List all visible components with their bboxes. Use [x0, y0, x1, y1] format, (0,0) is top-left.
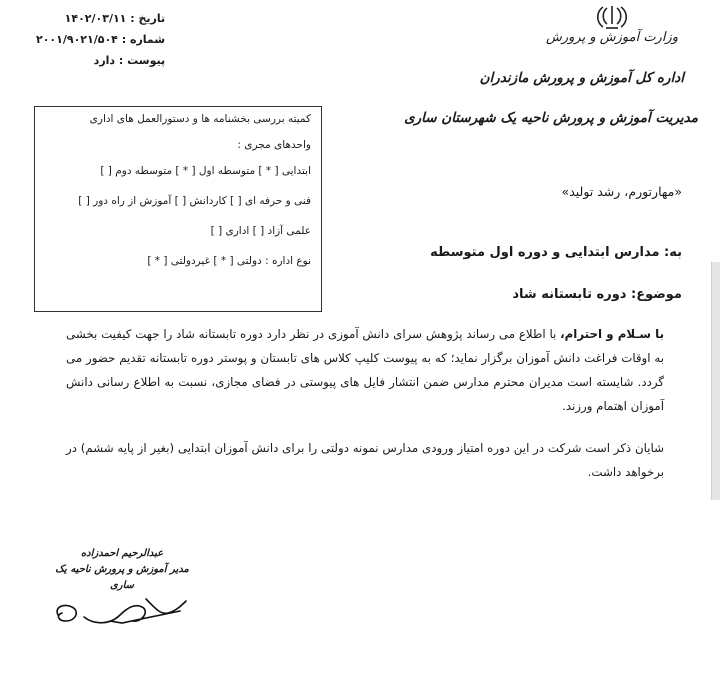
body-text-1: با اطلاع می رساند پژوهش سرای دانش آموزی در نظر دارد دوره تابستانه شاد را جهت کیفیت بخشی به اوقات فراغت دانش آموزان برگزار نماید؛ که به پیوست کلیپ کلاس های تابستان و پوستر دوره تابستانه تقدیم حضور می گردد. شایسته است مدیران محترم مدارس ضمن انتشار فایل های پیوستی در فضای مجازی، نسبت به اطلاع رسانی دانش آموزان اهتمام ورزند.	[66, 327, 664, 413]
letter-date: تاریخ : ۱۴۰۲/۰۳/۱۱	[64, 12, 166, 25]
letter-attachment: پیوست : دارد	[93, 54, 166, 67]
recipient: به: مدارس ابتدایی و دوره اول متوسطه	[430, 245, 682, 260]
committee-row: فنی و حرفه ای [ ] کاردانش [ ] آموزش از راه دور [ ]	[78, 195, 311, 207]
letter-number: شماره : ۲۰۰۱/۹۰۲۱/۵۰۴	[36, 33, 166, 46]
committee-row: علمی آزاد [ ] اداری [ ]	[210, 225, 311, 237]
committee-title: کمیته بررسی بخشنامه ها و دستورالعمل های اداری	[89, 113, 311, 125]
dept-general: اداره کل آموزش و پرورش مازندران	[479, 70, 684, 86]
committee-row: نوع اداره : دولتی [ * ] غیردولتی [ * ]	[147, 255, 311, 267]
scrollbar-edge[interactable]	[711, 262, 720, 500]
greeting: با سـلام و احترام،	[560, 327, 665, 341]
subject: موضوع: دوره تابستانه شاد	[512, 287, 682, 302]
body-paragraph-1	[66, 322, 664, 418]
year-slogan: «مهارتورم، رشد تولید»	[561, 184, 682, 199]
dept-local: مدیریت آموزش و پرورش ناحیه یک شهرستان ساری	[404, 110, 698, 126]
committee-units-label: واحدهای مجری :	[237, 139, 311, 151]
committee-row: ابتدایی [ * ] متوسطه اول [ * ] متوسطه دوم [ ]	[100, 165, 311, 177]
iran-emblem-icon	[595, 4, 629, 32]
signer-title: مدیر آموزش و پرورش ناحیه یک ساری	[55, 564, 189, 591]
committee-box	[34, 106, 322, 312]
ministry-name: وزارت آموزش و پرورش	[545, 30, 678, 45]
handwritten-signature	[50, 585, 190, 633]
letter-meta	[36, 8, 165, 71]
body-paragraph-2: شایان ذکر است شرکت در این دوره امتیاز ورودی مدارس نمونه دولتی را برای دانش آموزان ابتدایی (بغیر از پایه ششم) در برخواهد داشت.	[66, 441, 664, 479]
signer-name: عبدالرحیم احمدزاده	[80, 548, 164, 559]
letterhead	[532, 4, 692, 45]
